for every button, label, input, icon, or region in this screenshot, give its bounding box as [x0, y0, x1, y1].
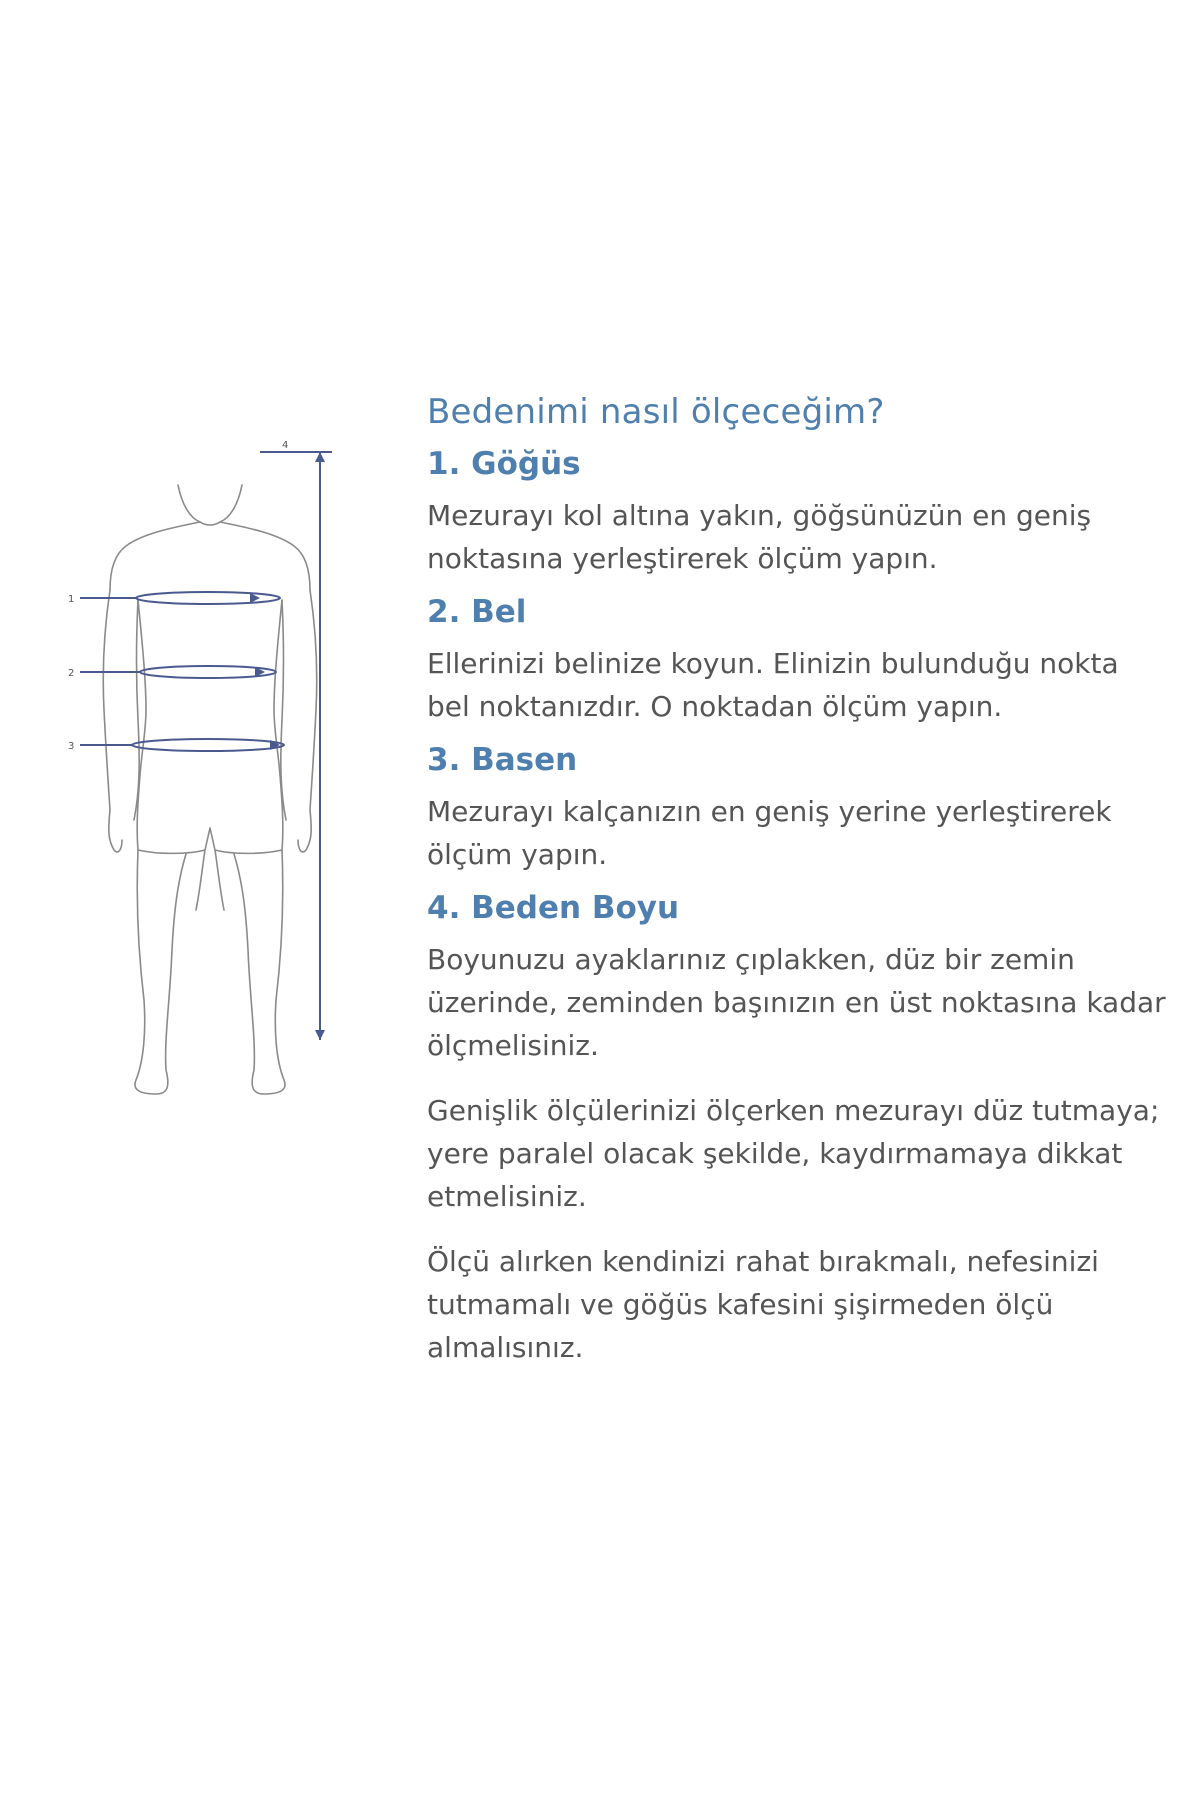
section-heading: 4. Beden Boyu: [427, 890, 680, 926]
section-waist: [427, 594, 1167, 728]
section-body: Mezurayı kol altına yakın, göğsünüzün en geniş noktasına yerleştirerek ölçüm yapın.: [427, 499, 1092, 575]
height-up-arrow-icon: [315, 452, 325, 462]
marker-4: 4: [282, 440, 289, 451]
marker-3: 3: [68, 741, 75, 752]
height-down-arrow-icon: [315, 1030, 325, 1040]
measurement-lines: [80, 452, 332, 1040]
hip-loop: [132, 739, 284, 751]
measurement-guide: [427, 392, 1167, 1369]
section-body: Boyunuzu ayaklarınız çıplakken, düz bir zemin üzerinde, zeminden başınızın en üst noktasına kadar ölçmelisiniz.: [427, 943, 1166, 1062]
body-measurement-figure: [60, 430, 360, 1110]
note-paragraph: Genişlik ölçülerinizi ölçerken mezurayı düz tutmaya; yere paralel olacak şekilde, kaydırmamaya dikkat etmelisiniz.: [427, 1094, 1160, 1213]
marker-2: 2: [68, 668, 75, 679]
section-heading: 2. Bel: [427, 594, 527, 630]
marker-1: 1: [68, 594, 75, 605]
section-chest: [427, 446, 1167, 580]
section-body: Mezurayı kalçanızın en geniş yerine yerleştirerek ölçüm yapın.: [427, 795, 1112, 871]
section-heading: 3. Basen: [427, 742, 578, 778]
section-body: Ellerinizi belinize koyun. Elinizin bulunduğu nokta bel noktanızdır. O noktadan ölçüm yapın.: [427, 647, 1119, 723]
body-outline: [103, 485, 317, 1094]
page-title: Bedenimi nasıl ölçeceğim?: [427, 392, 885, 432]
section-hip: [427, 742, 1167, 876]
section-height: [427, 890, 1167, 1067]
note-paragraph: Ölçü alırken kendinizi rahat bırakmalı, nefesinizi tutmamalı ve göğüs kafesini şişirmeden ölçü almalısınız.: [427, 1245, 1099, 1364]
body-outline-illustration: [60, 430, 360, 1110]
section-heading: 1. Göğüs: [427, 446, 581, 482]
